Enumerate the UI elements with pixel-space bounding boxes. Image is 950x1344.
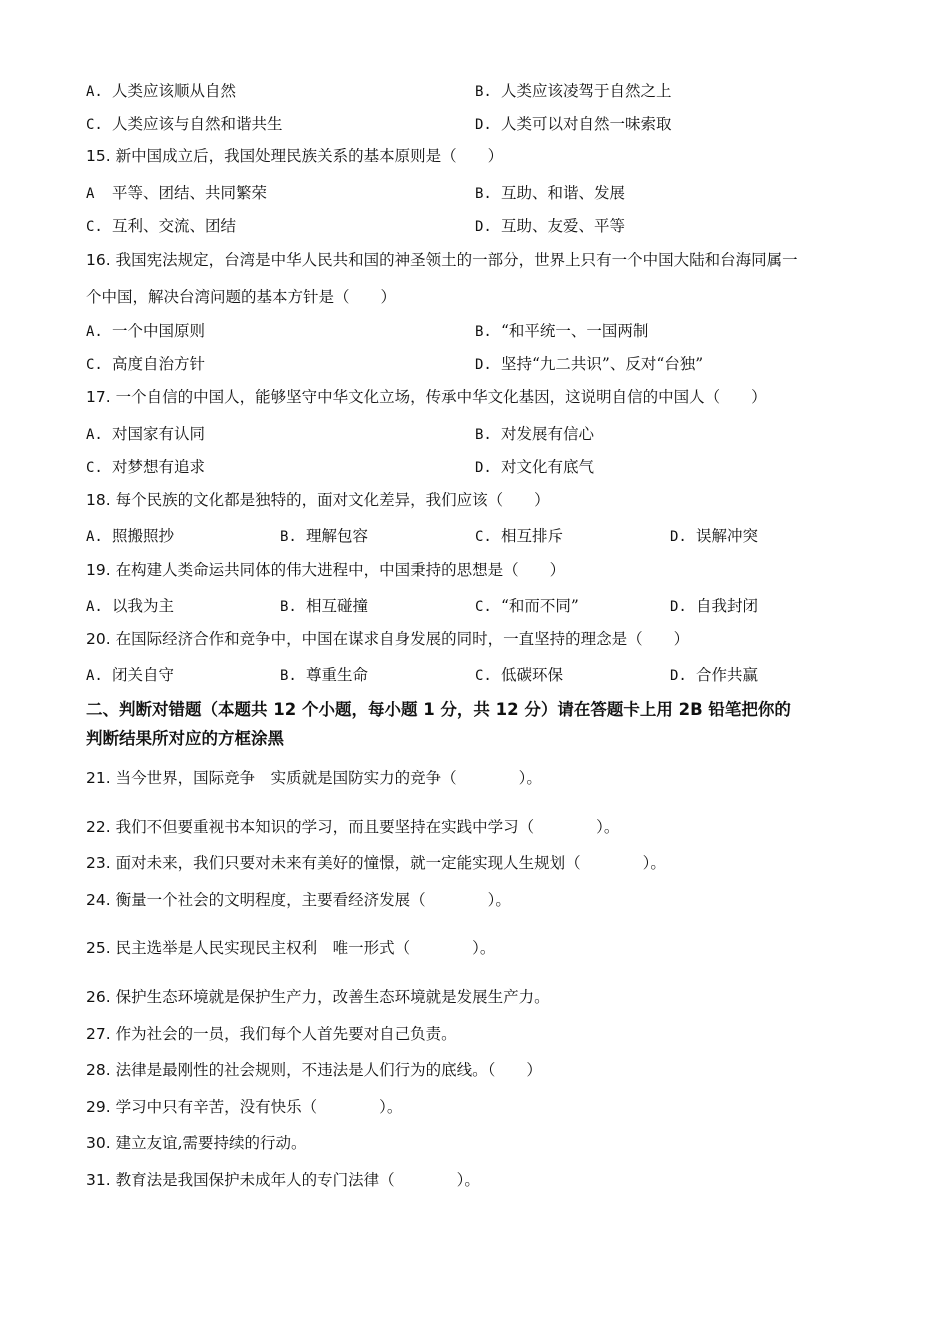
q18-option-a: A. 照搬照抄 <box>86 527 175 545</box>
judge-item: 22. 我们不但要重视书本知识的学习，而且要坚持在实践中学习（ ）。 <box>86 818 620 836</box>
judge-item: 21. 当今世界，国际竞争 实质就是国防实力的竞争（ ）。 <box>86 769 542 787</box>
q15-option-a: A 平等、团结、共同繁荣 <box>86 184 268 202</box>
judge-item: 26. 保护生态环境就是保护生产力，改善生态环境就是发展生产力。 <box>86 988 550 1006</box>
q20-option-b: B. 尊重生命 <box>280 666 369 684</box>
q15-option-c: C. 互利、交流、团结 <box>86 217 237 235</box>
judge-item: 29. 学习中只有辛苦，没有快乐（ ）。 <box>86 1098 403 1116</box>
judge-item: 25. 民主选举是人民实现民主权利 唯一形式（ ）。 <box>86 939 496 957</box>
q17-option-d: D. 对文化有底气 <box>475 458 595 476</box>
q19-option-d: D. 自我封闭 <box>670 597 759 615</box>
q17-option-c: C. 对梦想有追求 <box>86 458 206 476</box>
q20-option-a: A. 闭关自守 <box>86 666 175 684</box>
q20-option-d: D. 合作共赢 <box>670 666 759 684</box>
q16-option-b: B. “和平统一、一国两制 <box>475 322 649 340</box>
q16-option-d: D. 坚持“九二共识”、反对“台独” <box>475 355 704 373</box>
judge-item: 27. 作为社会的一员，我们每个人首先要对自己负责。 <box>86 1025 457 1043</box>
section2-heading-line1: 二、判断对错题（本题共 12 个小题，每小题 1 分，共 12 分）请在答题卡上用 2B 铅笔把你的 <box>86 700 791 719</box>
q20-option-c: C. 低碳环保 <box>475 666 564 684</box>
q16-stem-line1: 16. 我国宪法规定，台湾是中华人民共和国的神圣领土的一部分，世界上只有一个中国大陆和台海同属一 <box>86 251 798 269</box>
q20-stem: 20. 在国际经济合作和竞争中，中国在谋求自身发展的同时，一直坚持的理念是（ ） <box>86 630 690 648</box>
q16-stem-line2: 个中国，解决台湾问题的基本方针是（ ） <box>86 288 397 306</box>
judge-item: 23. 面对未来，我们只要对未来有美好的憧憬，就一定能实现人生规划（ ）。 <box>86 854 666 872</box>
q15-stem: 15. 新中国成立后，我国处理民族关系的基本原则是（ ） <box>86 147 504 165</box>
q15-option-b: B. 互助、和谐、发展 <box>475 184 626 202</box>
q18-option-d: D. 误解冲突 <box>670 527 759 545</box>
q15-option-d: D. 互助、友爱、平等 <box>475 217 626 235</box>
q19-option-a: A. 以我为主 <box>86 597 175 615</box>
q19-option-b: B. 相互碰撞 <box>280 597 369 615</box>
judge-item: 30. 建立友谊,需要持续的行动。 <box>86 1134 307 1152</box>
judge-item: 28. 法律是最刚性的社会规则，不违法是人们行为的底线。（ ） <box>86 1061 542 1079</box>
q18-option-b: B. 理解包容 <box>280 527 369 545</box>
q14-option-b: B. 人类应该凌驾于自然之上 <box>475 82 672 100</box>
judge-item: 31. 教育法是我国保护未成年人的专门法律（ ）。 <box>86 1171 480 1189</box>
judge-item: 24. 衡量一个社会的文明程度，主要看经济发展（ ）。 <box>86 891 511 909</box>
q18-option-c: C. 相互排斥 <box>475 527 564 545</box>
q16-option-c: C. 高度自治方针 <box>86 355 206 373</box>
q14-option-a: A. 人类应该顺从自然 <box>86 82 237 100</box>
q17-option-a: A. 对国家有认同 <box>86 425 206 443</box>
q18-stem: 18. 每个民族的文化都是独特的，面对文化差异，我们应该（ ） <box>86 491 550 509</box>
q19-option-c: C. “和而不同” <box>475 597 579 615</box>
q16-option-a: A. 一个中国原则 <box>86 322 206 340</box>
section2-heading-line2: 判断结果所对应的方框涂黑 <box>86 729 284 748</box>
q19-stem: 19. 在构建人类命运共同体的伟大进程中，中国秉持的思想是（ ） <box>86 561 566 579</box>
q14-option-d: D. 人类可以对自然一味索取 <box>475 115 672 133</box>
q14-option-c: C. 人类应该与自然和谐共生 <box>86 115 283 133</box>
q17-stem: 17. 一个自信的中国人，能够坚守中华文化立场，传承中华文化基因，这说明自信的中国人（ ） <box>86 388 767 406</box>
q17-option-b: B. 对发展有信心 <box>475 425 595 443</box>
